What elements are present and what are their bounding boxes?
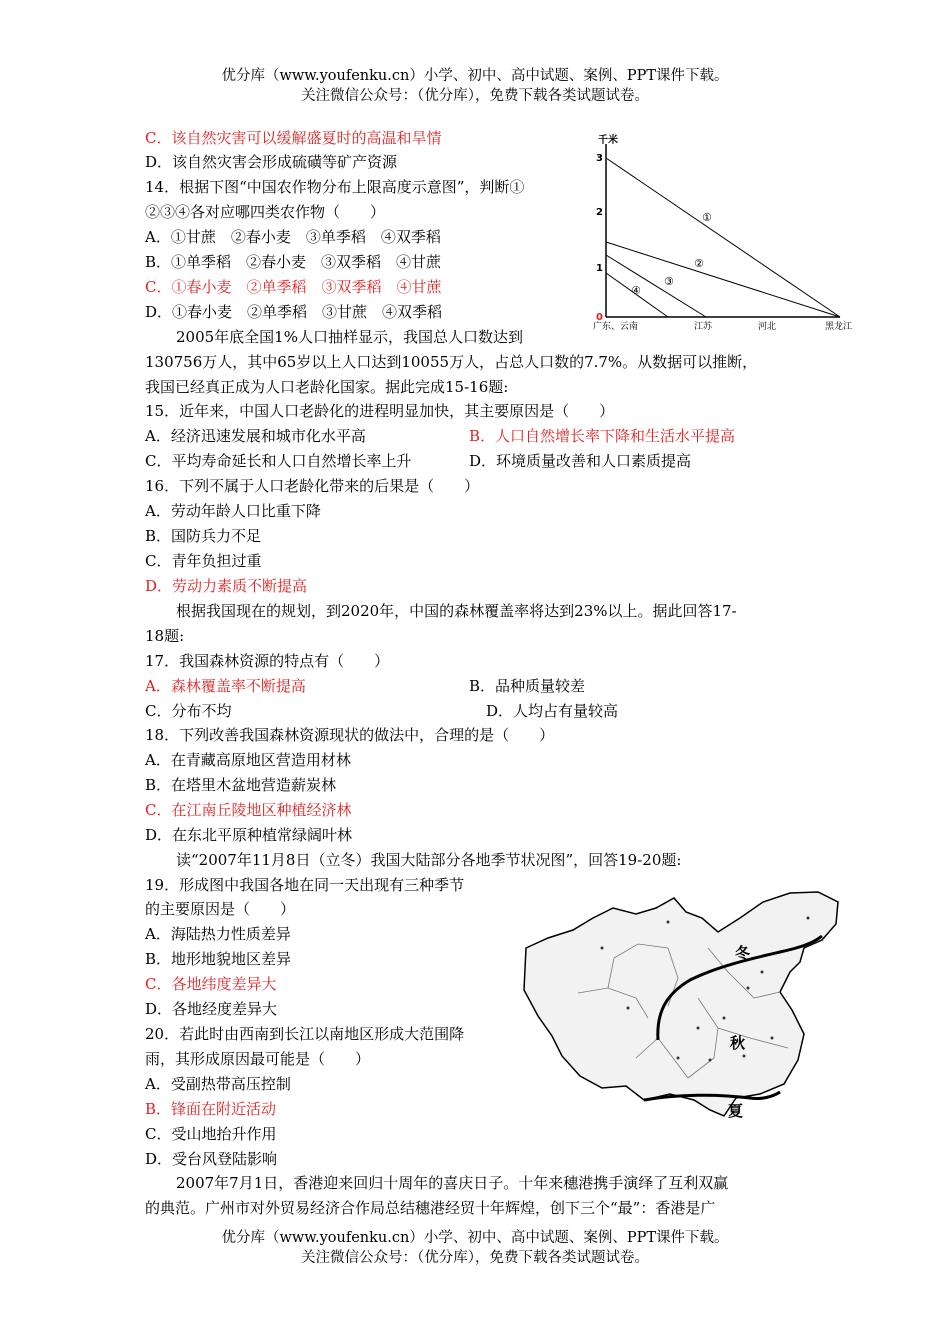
q14-option-c: C．①春小麦 ②单季稻 ③双季稻 ④甘蔗 xyxy=(145,278,442,296)
passage-19-20: 读“2007年11月8日（立冬）我国大陆部分各地季节状况图”，回答19-20题: xyxy=(176,851,682,869)
x-label-hebei: 河北 xyxy=(758,322,777,332)
q14-option-a: A．①甘蔗 ②春小麦 ③单季稻 ④双季稻 xyxy=(145,228,441,246)
q15-option-c: C．平均寿命延长和人口自然增长率上升 xyxy=(145,452,412,470)
crop-altitude-chart xyxy=(588,130,858,340)
q17-stem: 17．我国森林资源的特点有（ ） xyxy=(145,652,390,670)
q14-stem-2: ②③④各对应哪四类农作物（ ） xyxy=(145,203,386,221)
y-tick-0: 0 xyxy=(596,312,603,323)
x-label-heilongjiang: 黑龙江 xyxy=(825,322,853,332)
q17-option-c: C．分布不均 xyxy=(145,702,232,720)
q14-option-b: B．①单季稻 ②春小麦 ③双季稻 ④甘蔗 xyxy=(145,253,442,271)
marker-4: ④ xyxy=(631,284,641,297)
y-axis-unit: 千米 xyxy=(598,135,618,146)
q16-option-a: A．劳动年龄人口比重下降 xyxy=(145,502,321,520)
q20-option-b: B．锋面在附近活动 xyxy=(145,1100,277,1118)
q15-option-b: B．人口自然增长率下降和生活水平提高 xyxy=(469,427,736,445)
line-1 xyxy=(606,158,840,317)
q14-option-d: D．①春小麦 ②单季稻 ③甘蔗 ④双季稻 xyxy=(145,303,443,321)
header-line-2: 关注微信公众号：（优分库），免费下载各类试题试卷。 xyxy=(301,88,649,104)
label-winter: 冬 xyxy=(735,944,751,962)
q18-option-d: D．在东北平原种植常绿阔叶林 xyxy=(145,826,353,844)
q18-option-b: B．在塔里木盆地营造薪炭林 xyxy=(145,776,337,794)
q20-option-c: C．受山地抬升作用 xyxy=(145,1125,277,1143)
passage-17-18-line-1: 根据我国现在的规划，到2020年，中国的森林覆盖率将达到23%以上。据此回答17- xyxy=(176,602,737,620)
passage-final-line-2: 的典范。广州市对外贸易经济合作局总结穗港经贸十年辉煌，创下三个“最”：香港是广 xyxy=(145,1199,716,1217)
q15-option-d: D．环境质量改善和人口素质提高 xyxy=(469,452,692,470)
label-autumn: 秋 xyxy=(730,1034,746,1052)
q17-option-d: D．人均占有量较高 xyxy=(486,702,619,720)
q20-option-d: D．受台风登陆影响 xyxy=(145,1150,278,1168)
q19-option-a: A．海陆热力性质差异 xyxy=(145,925,291,943)
q13-option-c: C．该自然灾害可以缓解盛夏时的高温和旱情 xyxy=(145,129,442,147)
label-summer: 夏 xyxy=(728,1102,744,1120)
passage-15-16-line-1: 2005年底全国1%人口抽样显示，我国总人口数达到 xyxy=(176,328,523,346)
x-label-jiangsu: 江苏 xyxy=(694,322,713,332)
q16-option-b: B．国防兵力不足 xyxy=(145,527,262,545)
marker-1: ① xyxy=(702,211,712,224)
q13-option-d: D．该自然灾害会形成硫磺等矿产资源 xyxy=(145,153,398,171)
q19-option-d: D．各地经度差异大 xyxy=(145,1000,278,1018)
q18-option-c: C．在江南丘陵地区种植经济林 xyxy=(145,801,352,819)
q15-stem: 15．近年来，中国人口老龄化的进程明显加快，其主要原因是（ ） xyxy=(145,402,615,420)
line-3 xyxy=(606,255,706,317)
y-tick-1: 1 xyxy=(596,263,603,274)
marker-3: ③ xyxy=(664,275,674,288)
q18-stem: 18．下列改善我国森林资源现状的做法中，合理的是（ ） xyxy=(145,726,555,744)
q16-option-d: D．劳动力素质不断提高 xyxy=(145,577,308,595)
header-line-1: 优分库（www.youfenku.cn）小学、初中、高中试题、案例、PPT课件下载。 xyxy=(221,68,729,84)
line-2 xyxy=(606,242,840,317)
q16-option-c: C．青年负担过重 xyxy=(145,552,262,570)
y-tick-3: 3 xyxy=(596,153,603,164)
q14-stem-1: 14．根据下图“中国农作物分布上限高度示意图”，判断① xyxy=(145,178,525,196)
q15-option-a: A．经济迅速发展和城市化水平高 xyxy=(145,427,366,445)
q20-option-a: A．受副热带高压控制 xyxy=(145,1075,291,1093)
china-season-map xyxy=(518,888,844,1136)
q19-stem-1: 19．形成图中我国各地在同一天出现有三种季节 xyxy=(145,876,465,894)
q19-option-b: B．地形地貌地区差异 xyxy=(145,950,292,968)
passage-final-line-1: 2007年7月1日，香港迎来回归十周年的喜庆日子。十年来穗港携手演绎了互利双赢 xyxy=(176,1174,729,1192)
footer-line-2: 关注微信公众号：（优分库），免费下载各类试题试卷。 xyxy=(301,1250,649,1266)
q16-stem: 16．下列不属于人口老龄化带来的后果是（ ） xyxy=(145,477,480,495)
passage-15-16-line-2: 130756万人，其中65岁以上人口达到10055万人，占总人口数的7.7%。从数据可以推断， xyxy=(145,353,758,371)
q17-option-a: A．森林覆盖率不断提高 xyxy=(145,677,306,695)
passage-17-18-line-2: 18题: xyxy=(145,627,185,645)
passage-15-16-line-3: 我国已经真正成为人口老龄化国家。据此完成15-16题: xyxy=(145,378,509,396)
marker-2: ② xyxy=(694,257,704,270)
x-label-guangdong-yunnan: 广东、云南 xyxy=(593,322,639,332)
q20-stem-1: 20．若此时由西南到长江以南地区形成大范围降 xyxy=(145,1025,465,1043)
q20-stem-2: 雨，其形成原因最可能是（ ） xyxy=(145,1050,371,1068)
china-outline xyxy=(524,892,838,1116)
footer-line-1: 优分库（www.youfenku.cn）小学、初中、高中试题、案例、PPT课件下载。 xyxy=(221,1230,729,1246)
q19-stem-2: 的主要原因是（ ） xyxy=(145,900,296,918)
q18-option-a: A．在青藏高原地区营造用材林 xyxy=(145,751,351,769)
q17-option-b: B．品种质量较差 xyxy=(469,677,586,695)
q19-option-c: C．各地纬度差异大 xyxy=(145,975,277,993)
y-tick-2: 2 xyxy=(596,207,603,218)
